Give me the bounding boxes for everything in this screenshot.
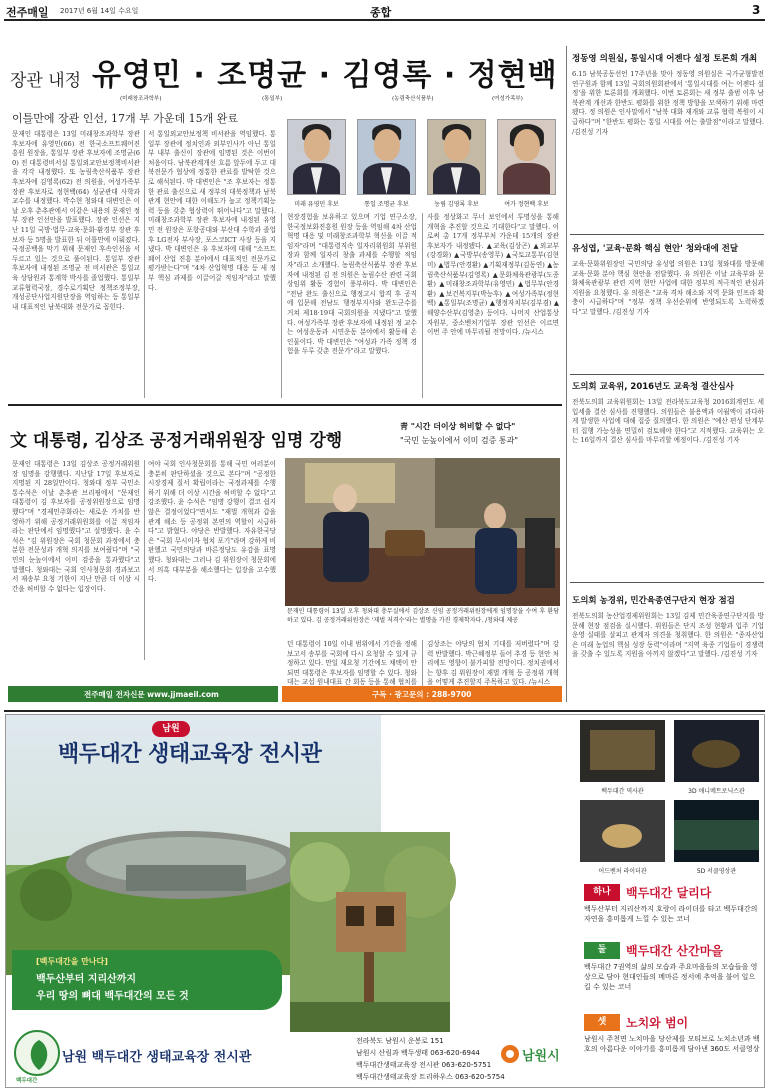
lead-bottom-rule bbox=[8, 404, 562, 406]
sidebar-story2-title: 유성엽, '교육·문화 핵심 현안' 청와대에 전달 bbox=[572, 244, 739, 254]
photo-caption: 여가 정현백 후보 bbox=[504, 201, 549, 208]
date-line: 2017년 6월 14일 수요일 bbox=[60, 7, 139, 15]
portrait-kim bbox=[427, 119, 486, 195]
sidebar-story4-body: 전북도의회 농산업경제위원회는 13일 김제 민간육종연구단지를 방문해 현장 점검을 실시했다. 위원들은 단지 조성 현황과 입주 기업 운영 실태를 살피고 관계자 의견을 청취했다. 한 의원은 "종자산업은 미래 농업의 핵심 성장 동력"이라며 "지역 육종 기업들이 경쟁력을 갖출 수 있도록 지원을 아끼지 않겠다"고 말했다. /김진성 기자 bbox=[572, 612, 764, 659]
photo-caption: 미래 유영민 후보 bbox=[294, 201, 339, 208]
lead-body-col4: 사를 정상화고 무너 보인에서 투명성을 통해 개혁을 추진할 것으로 기대한다"고 말했다. 이로써 총 17개 정부부처 가운데 15개의 장관 후보자가 내정됐다. ▲교육(김상곤) ▲외교부(강경화) ▲국방부(송영무) ▲국토교통부(김현미) ▲법무(안경환) ▲기획재정부(김동연) ▲농림축산식품부(김영록) ▲문화체육관광부(도종환) ▲미래창조과학부(유영민) ▲법무부(안경환) ▲보건복지부(박능후) ▲여성가족부(정현백) ▲통일부(조명균) ▲행정자치부(김부겸) ▲해양수산부(김영춘) 등이다. 나머지 산업통상자원부, 중소벤처기업부 장관 인선은 이르면 이번 주 안에 마무리될 전망이다. /뉴시스 bbox=[427, 213, 559, 337]
column-rule bbox=[281, 213, 282, 398]
ad-address: 전라북도 남원시 운봉로 151 bbox=[356, 1037, 444, 1045]
story2-body-col3: 던 대통령이 10일 이내 범위에서 기간을 정해 보고서 송부를 국회에 다시 요청할 수 있게 규정하고 있다. 만일 재요청 기간에도 채택이 안 되면 대통령은 후보자를 임명할 수 있다. 청와대는 교섭 원내대표 간 회동 등을 통해 협치를 bbox=[287, 640, 417, 687]
feature-title: 백두대간 달리다 bbox=[626, 886, 712, 900]
ad-logo-text: 백두대간 bbox=[16, 1078, 38, 1084]
ad-treehouse-photo bbox=[290, 832, 450, 1032]
ad-banner-line2: 백두산부터 지리산까지 bbox=[36, 974, 137, 985]
sidebar-story3-title: 도의회 교육위, 2016년도 교육청 결산심사 bbox=[572, 382, 734, 392]
sidebar-story2-body: 교육·문화위원장인 국민의당 유성엽 의원은 13일 청와대를 방문해 교육·문화 분야 핵심 현안을 전달했다. 유 의원은 이날 교육부와 문화체육관광부 관련 지역 현안 사업에 대한 정부의 적극적인 관심과 지원을 요청했다. 유 의원은 "교육 격차 해소와 지역 문화 인프라 확충이 시급하다"며 "정부 정책 우선순위에 반영되도록 노력하겠다"고 말했다. /김진성 기자 bbox=[572, 260, 764, 316]
story2-pullquote: "국민 눈높이에서 이미 검증 통과" bbox=[400, 436, 518, 445]
ad-phone-line: 백두대간생태교육장 트리하우스 063-620-5754 bbox=[356, 1073, 505, 1081]
column-rule bbox=[144, 460, 145, 660]
story2-headline: 文 대통령, 김상조 공정거래위원장 임명 강행 bbox=[10, 431, 343, 451]
sidebar-divider bbox=[566, 46, 567, 702]
ad-region-badge: 남원 bbox=[152, 721, 190, 737]
story2-photo-caption: 문재인 대통령이 13일 오후 청와대 충무실에서 김상조 신임 공정거래위원장에게 임명장을 수여 후 환담하고 있다. 김 공정거래위원장은 '재벌 저격수'라는 별명을 가진 경제학자다. /청와대 제공 bbox=[287, 608, 559, 624]
lead-body-col1: 문재인 대통령은 13일 미래창조과학부 장관 후보자에 유영민(66) 전 한국소프트웨어진흥원 원장을, 통일부 장관 후보자에 조명균(60) 전 대통령비서실 통일외교안보정책비서관을 각각 내정했다. 또 농림축산식품부 장관 후보자에 김영록(62) 전 의원을, 여성가족부 장관 후보자로 정현백(64) 성균관대 사학과 교수를 내정했다. 박수현 청와대 대변인은 이날 오후 춘추관에서 이같은 내용의 문재인 정부 장관 인선안을 발표했다. 장관 인선은 지난 11일 국방·법무·교육·문화·환경부 장관 후보자 등 5명을 발표한 뒤 이틀만에 이뤄졌다. 국정공백을 막기 위해 문재인 후속인선을 서두르고 있는 것으로 풀이된다. 통일부 장관 후보자에 내정된 조명균 전 비서관은 통일교육 상담원과 통계학 박사를 졸업했다. 통일부 교류협력국장, 경수로기획단 정책조정부장, 개성공단사업지원단장을 역임하는 등 통일부 내 대표적인 남북대화 전문가로 꼽힌다. bbox=[12, 130, 140, 311]
ad-city-name: 남원시 bbox=[522, 1049, 560, 1064]
story2-pullquote: 靑 "시간 더이상 허비할 수 없다" bbox=[400, 422, 516, 431]
story2-body-col2: 여야 국회 인사청문회를 통해 국민 여러분이 충분히 판단하셨을 것으로 본다"며 "공정한 시장경제 질서 확립이라는 국정과제를 수행하기 위해 더 이상 시간을 허비할 수 없다"고 강조했다. 윤 수석은 "임명 강행이 결코 쉽지 않은 결정이었다"면서도 "재벌 개혁과 갑을 관계 해소 등 공정위 본연의 역할이 시급하다"고 밝혔다. 야당은 반발했다. 자유한국당은 "국회 무시이자 협치 포기"라며 강하게 비판했고 국민의당과 바른정당도 유감을 표명했다. 청와대는 그러나 김 위원장이 청문회에서 의혹 대부분을 해소했다는 입장을 고수했다. bbox=[148, 460, 276, 584]
section-name: 종합 bbox=[370, 6, 392, 19]
portrait-jung bbox=[497, 119, 556, 195]
ministry-label: (농림축산식품부) bbox=[392, 96, 434, 102]
ad-thumb bbox=[674, 800, 759, 862]
lead-subhead: 이틀만에 장관 인선, 17개 부 가운데 15개 완료 bbox=[12, 112, 238, 125]
footer-strip-left-text: 전주매일 전자신문 www.jjmaeil.com bbox=[84, 690, 219, 699]
feature-title: 백두대간 산간마을 bbox=[626, 944, 723, 958]
feature-num-badge: 하나 bbox=[584, 884, 620, 901]
ad-thumb bbox=[674, 720, 759, 782]
ad-title: 백두대간 생태교육장 전시관 bbox=[58, 742, 322, 767]
ad-thumb-label: 5D 서클영상관 bbox=[696, 868, 737, 875]
portrait-cho bbox=[357, 119, 416, 195]
story2-body-col1: 문재인 대통령은 13일 김상조 공정거래위원장 임명을 강행했다. 지난달 17일 후보자로 지명된 지 28일만이다. 청와대 정부 국민소통수석은 이날 춘추관 브리핑에서 "문재인 대통령이 김 후보자를 공정위원장으로 임명했다"며 "경제민주화라는 새로운 가치를 반영하기 위해 공정거래위원회를 이끌 적임자라는 판단에서 임명했다"고 설명했다. 윤 수석은 "김 위원장은 국회 청문회 과정에서 충분한 전문성과 개혁 의지를 보여줬다"며 "국민의 눈높이에서 이미 검증을 통과했다"고 말했다. 청와대는 국회 인사청문회 경과보고서 재송부 요청 기한이 지난 만큼 더 이상 시간을 허비할 수 없다는 입장이다. bbox=[12, 460, 140, 593]
ministry-label: (통일부) bbox=[262, 96, 283, 102]
lead-headline: 유영민 · 조명균 · 김영록 · 정현백 bbox=[92, 58, 558, 93]
feature-num-badge: 셋 bbox=[584, 1014, 620, 1031]
city-logo-icon bbox=[500, 1044, 520, 1064]
sidebar-story1-body: 6.15 남북공동선언 17주년을 맞아 정동영 의원실은 국가균형발전연구원과 함께 13일 국회의원회관에서 '통일시대를 여는 어젠다 설정'을 위한 토론회를 개최했다. 이번 토론회는 새 정부 출범 이후 남북관계 개선과 한반도 평화를 위한 정책 방향을 모색하기 위해 마련됐다. 정 의원은 인사말에서 "남북 대화 재개와 교류 협력 복원이 시급하다"며 "한반도 평화는 통일 시대를 여는 출발점"이라고 말했다. /김진성 기자 bbox=[572, 70, 764, 136]
sidebar-story4-title: 도의회 농경위, 민간육종연구단지 현장 점검 bbox=[572, 596, 735, 606]
sidebar-rule bbox=[570, 234, 764, 235]
photo-caption: 통일 조명균 후보 bbox=[364, 201, 409, 208]
ad-brand-name: 남원 백두대간 생태교육장 전시관 bbox=[62, 1050, 252, 1065]
portrait-yoo bbox=[287, 119, 346, 195]
leaf-logo-icon bbox=[14, 1030, 60, 1076]
ad-thumb-label: 3D 애니메트로닉스관 bbox=[688, 788, 745, 795]
sidebar-rule bbox=[570, 374, 764, 375]
ministry-label: (여성가족부) bbox=[492, 96, 523, 102]
feature-desc: 남원시 주천면 노치마을 당산제를 모티브로 노치소년과 백호의 아름다운 이야기를 흥미롭게 담아낸 360도 서클영상 bbox=[584, 1035, 760, 1053]
column-rule bbox=[422, 640, 423, 690]
page-number: 3 bbox=[752, 3, 761, 17]
masthead-rule bbox=[4, 19, 765, 21]
ad-phone-line: 남원시 산림과 백두생태 063-620-6944 bbox=[356, 1049, 480, 1057]
column-rule bbox=[144, 130, 145, 398]
sidebar-rule bbox=[570, 582, 764, 583]
feature-desc: 백두대간 7권역의 삶의 모습과 주요마을들의 모습들을 영상으로 담아 현대인들의 메마른 정서에 추억을 불어 일으킬 수 있는 코너 bbox=[584, 963, 758, 991]
paper-name: 전주매일 bbox=[6, 6, 49, 19]
footer-strip-right-text: 구독 · 광고문의 : 288-9700 bbox=[372, 690, 472, 699]
feature-desc: 백두산부터 지리산까지 호랑이 라이더를 타고 백두대간의 자연을 흥미롭게 느낄 수 있는 코너 bbox=[584, 905, 758, 923]
lead-kicker: 장관 내정 bbox=[10, 71, 82, 91]
ad-thumb bbox=[580, 720, 665, 782]
ministry-label: (미래창조과학부) bbox=[120, 96, 162, 102]
lead-body-col3: 현장경험을 보유하고 있으며 기업 연구소장, 한국정보화진흥원 원장 등을 역임해 4차 산업혁명 대응 및 미래창조과학부 혁신을 이끌 적임자"라며 "대통령직속 일자리위원회 부위원장과 함께 일자리 창출 과제를 수행할 적임자"라고 소개했다. 농림축산식품부 장관 후보자에 내정된 김 전 의원은 농림수산 관련 국회 상임위 활동 경험이 풍부하다. 박 대변인은 "전남 완도 출신으로 행정고시 합격 후 공직에 입문해 전남도 행정부지사와 완도군수를 거쳐 제18·19대 국회의원을 지냈다"고 말했다. 여성가족부 장관 후보자에 내정된 정 교수는 여성운동과 시민운동 분야에서 활동해 온 인물이다. 박 대변인은 "여성과 가족 정책 경험을 두루 갖춘 전문가"라고 말했다. bbox=[287, 213, 417, 356]
ad-phone-line: 백두대간생태교육장 전시관 063-620-5751 bbox=[356, 1061, 492, 1069]
story2-photo bbox=[285, 458, 560, 606]
sidebar-story3-body: 전북도의회 교육위원회는 13일 전라북도교육청 2016회계연도 세입세출 결산 심사를 진행했다. 의원들은 불용액과 이월액이 과다하게 발생한 사업에 대해 집중 질의했다. 한 의원은 "예산 편성 단계부터 집행 가능성을 면밀히 검토해야 한다"고 지적했다. 교육위는 오는 16일까지 결산 심사를 마무리할 예정이다. /김진성 기자 bbox=[572, 398, 764, 445]
ad-banner-line1: [백두대간을 만나다] bbox=[36, 957, 108, 966]
lead-body-col2: 서 통일외교안보정책 비서관을 역임했다. 통일부 장관에 정치인과 외부인사가 아닌 통일부 내부 출신이 장관에 임명된 것은 이번이 처음이다. 남북관계개선 흐름 앞두에 두고 대북전문가 협상에 정통한 관료를 발탁한 것으로 해석된다. 박 대변인은 "조 후보자는 정통한 관료 출신으로 새 정부의 대북정책과 남북관계 현안에 대한 이해도가 높고 정책기획능력 등을 갖춘 협상력이 뛰어나다"고 말했다. 미래창조과학부 장관 후보자에 내정된 유영민 전 원장은 포항공대와 부산대 수학과 졸업 후 LG전자 부사장, 포스코ICT 사장 등을 지냈다. 박 대변인은 유 후보자에 대해 "소프트웨어 산업 진흥 분야에서 대표적인 전문가로 평가받는다"며 "4차 산업혁명 대응 등 새 정부 핵심 과제를 이끌어갈 적임자"라고 말했다. bbox=[148, 130, 276, 292]
feature-num-badge: 둘 bbox=[584, 942, 620, 959]
ad-thumb-label: 어드벤처 라이더관 bbox=[598, 868, 647, 875]
ad-thumb-label: 백두대간 역사관 bbox=[601, 788, 644, 795]
ad-top-rule bbox=[4, 710, 765, 712]
column-rule bbox=[422, 213, 423, 398]
meeting-photo bbox=[285, 458, 560, 606]
ad-banner-line3: 우리 땅의 뼈대 백두대간의 모든 것 bbox=[36, 991, 189, 1002]
sidebar-story1-title: 정동영 의원실, 통일시대 어젠다 설정 토론회 개최 bbox=[572, 54, 758, 64]
photo-caption: 농림 김영록 후보 bbox=[434, 201, 479, 208]
ad-thumb bbox=[580, 800, 665, 862]
feature-title: 노치와 범이 bbox=[626, 1016, 689, 1030]
story2-body-col4: 김상조는 야당의 협치 기대를 저버렸다"며 강력 반발했다. 박근혜정부 들어 추경 등 현안 처리에도 영향이 불가피할 전망이다. 정치권에서는 향후 김 위원장이 재벌 개혁 등 공정위 개혁을 어떻게 추진할지 주목하고 있다. /뉴시스 bbox=[427, 640, 559, 687]
